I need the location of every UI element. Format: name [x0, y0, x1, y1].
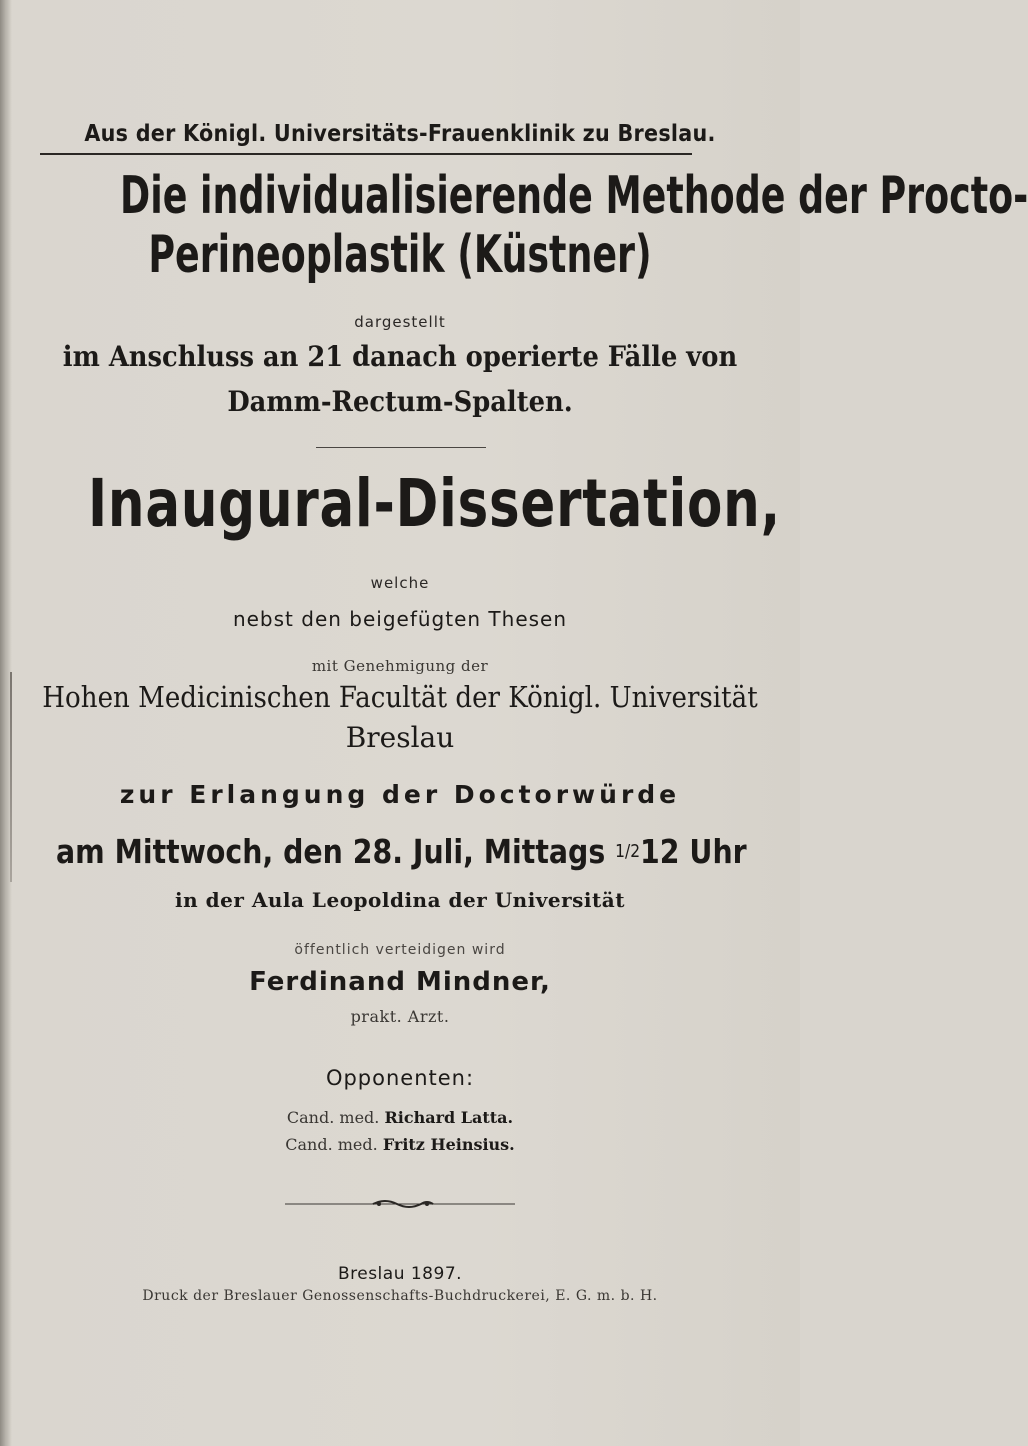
- defense-date: [56, 832, 747, 871]
- opponents-heading: Opponenten:: [325, 1066, 475, 1090]
- genehmigung-text: mit Genehmigung der: [311, 657, 489, 675]
- subtitle-line-1: im Anschluss an 21 danach operierte Fälle von: [62, 340, 738, 373]
- faculty-line-2: Breslau: [345, 721, 455, 754]
- section-divider: [316, 447, 486, 448]
- opponent-name: Fritz Heinsius.: [382, 1135, 515, 1154]
- defense-date-main: am Mittwoch, den 28. Juli, Mittags: [56, 832, 616, 871]
- opponent-item: [0, 1135, 800, 1154]
- defense-date-hour: 12 Uhr: [640, 832, 747, 871]
- purpose-text: zur Erlangung der Doctorwürde: [119, 780, 681, 809]
- ornamental-rule: [285, 1198, 515, 1210]
- dissertation-heading: Inaugural-Dissertation,: [88, 465, 781, 542]
- location-text: in der Aula Leopoldina der Universität: [175, 888, 625, 912]
- dargestellt-text: dargestellt: [354, 313, 446, 331]
- opponent-prefix: Cand. med.: [286, 1108, 385, 1127]
- author-title: prakt. Arzt.: [350, 1007, 450, 1026]
- institution-header: Aus der Königl. Universitäts-Frauenklinik zu Breslau.: [84, 121, 716, 147]
- printer-line: Druck der Breslauer Genossenschafts-Buchdruckerei, E. G. m. b. H.: [142, 1288, 658, 1304]
- subtitle-line-2: Damm-Rectum-Spalten.: [227, 385, 573, 418]
- welche-text: welche: [370, 574, 430, 592]
- place-year: Breslau 1897.: [337, 1264, 463, 1284]
- opponent-name: Richard Latta.: [384, 1108, 514, 1127]
- title-line-1: Die individualisierende Methode der Procto-: [120, 166, 1028, 226]
- author-name: Ferdinand Mindner,: [249, 967, 551, 997]
- defense-text: öffentlich verteidigen wird: [294, 942, 506, 958]
- title-line-2: Perineoplastik (Küstner): [148, 225, 652, 285]
- opponent-item: [0, 1108, 800, 1127]
- faculty-line-1: Hohen Medicinischen Facultät der Königl. Universität: [42, 680, 758, 714]
- margin-mark: [10, 672, 12, 882]
- header-rule: [40, 153, 692, 155]
- defense-date-fraction: 1/2: [615, 841, 641, 862]
- opponent-prefix: Cand. med.: [285, 1135, 383, 1154]
- thesen-text: nebst den beigefügten Thesen: [232, 607, 568, 631]
